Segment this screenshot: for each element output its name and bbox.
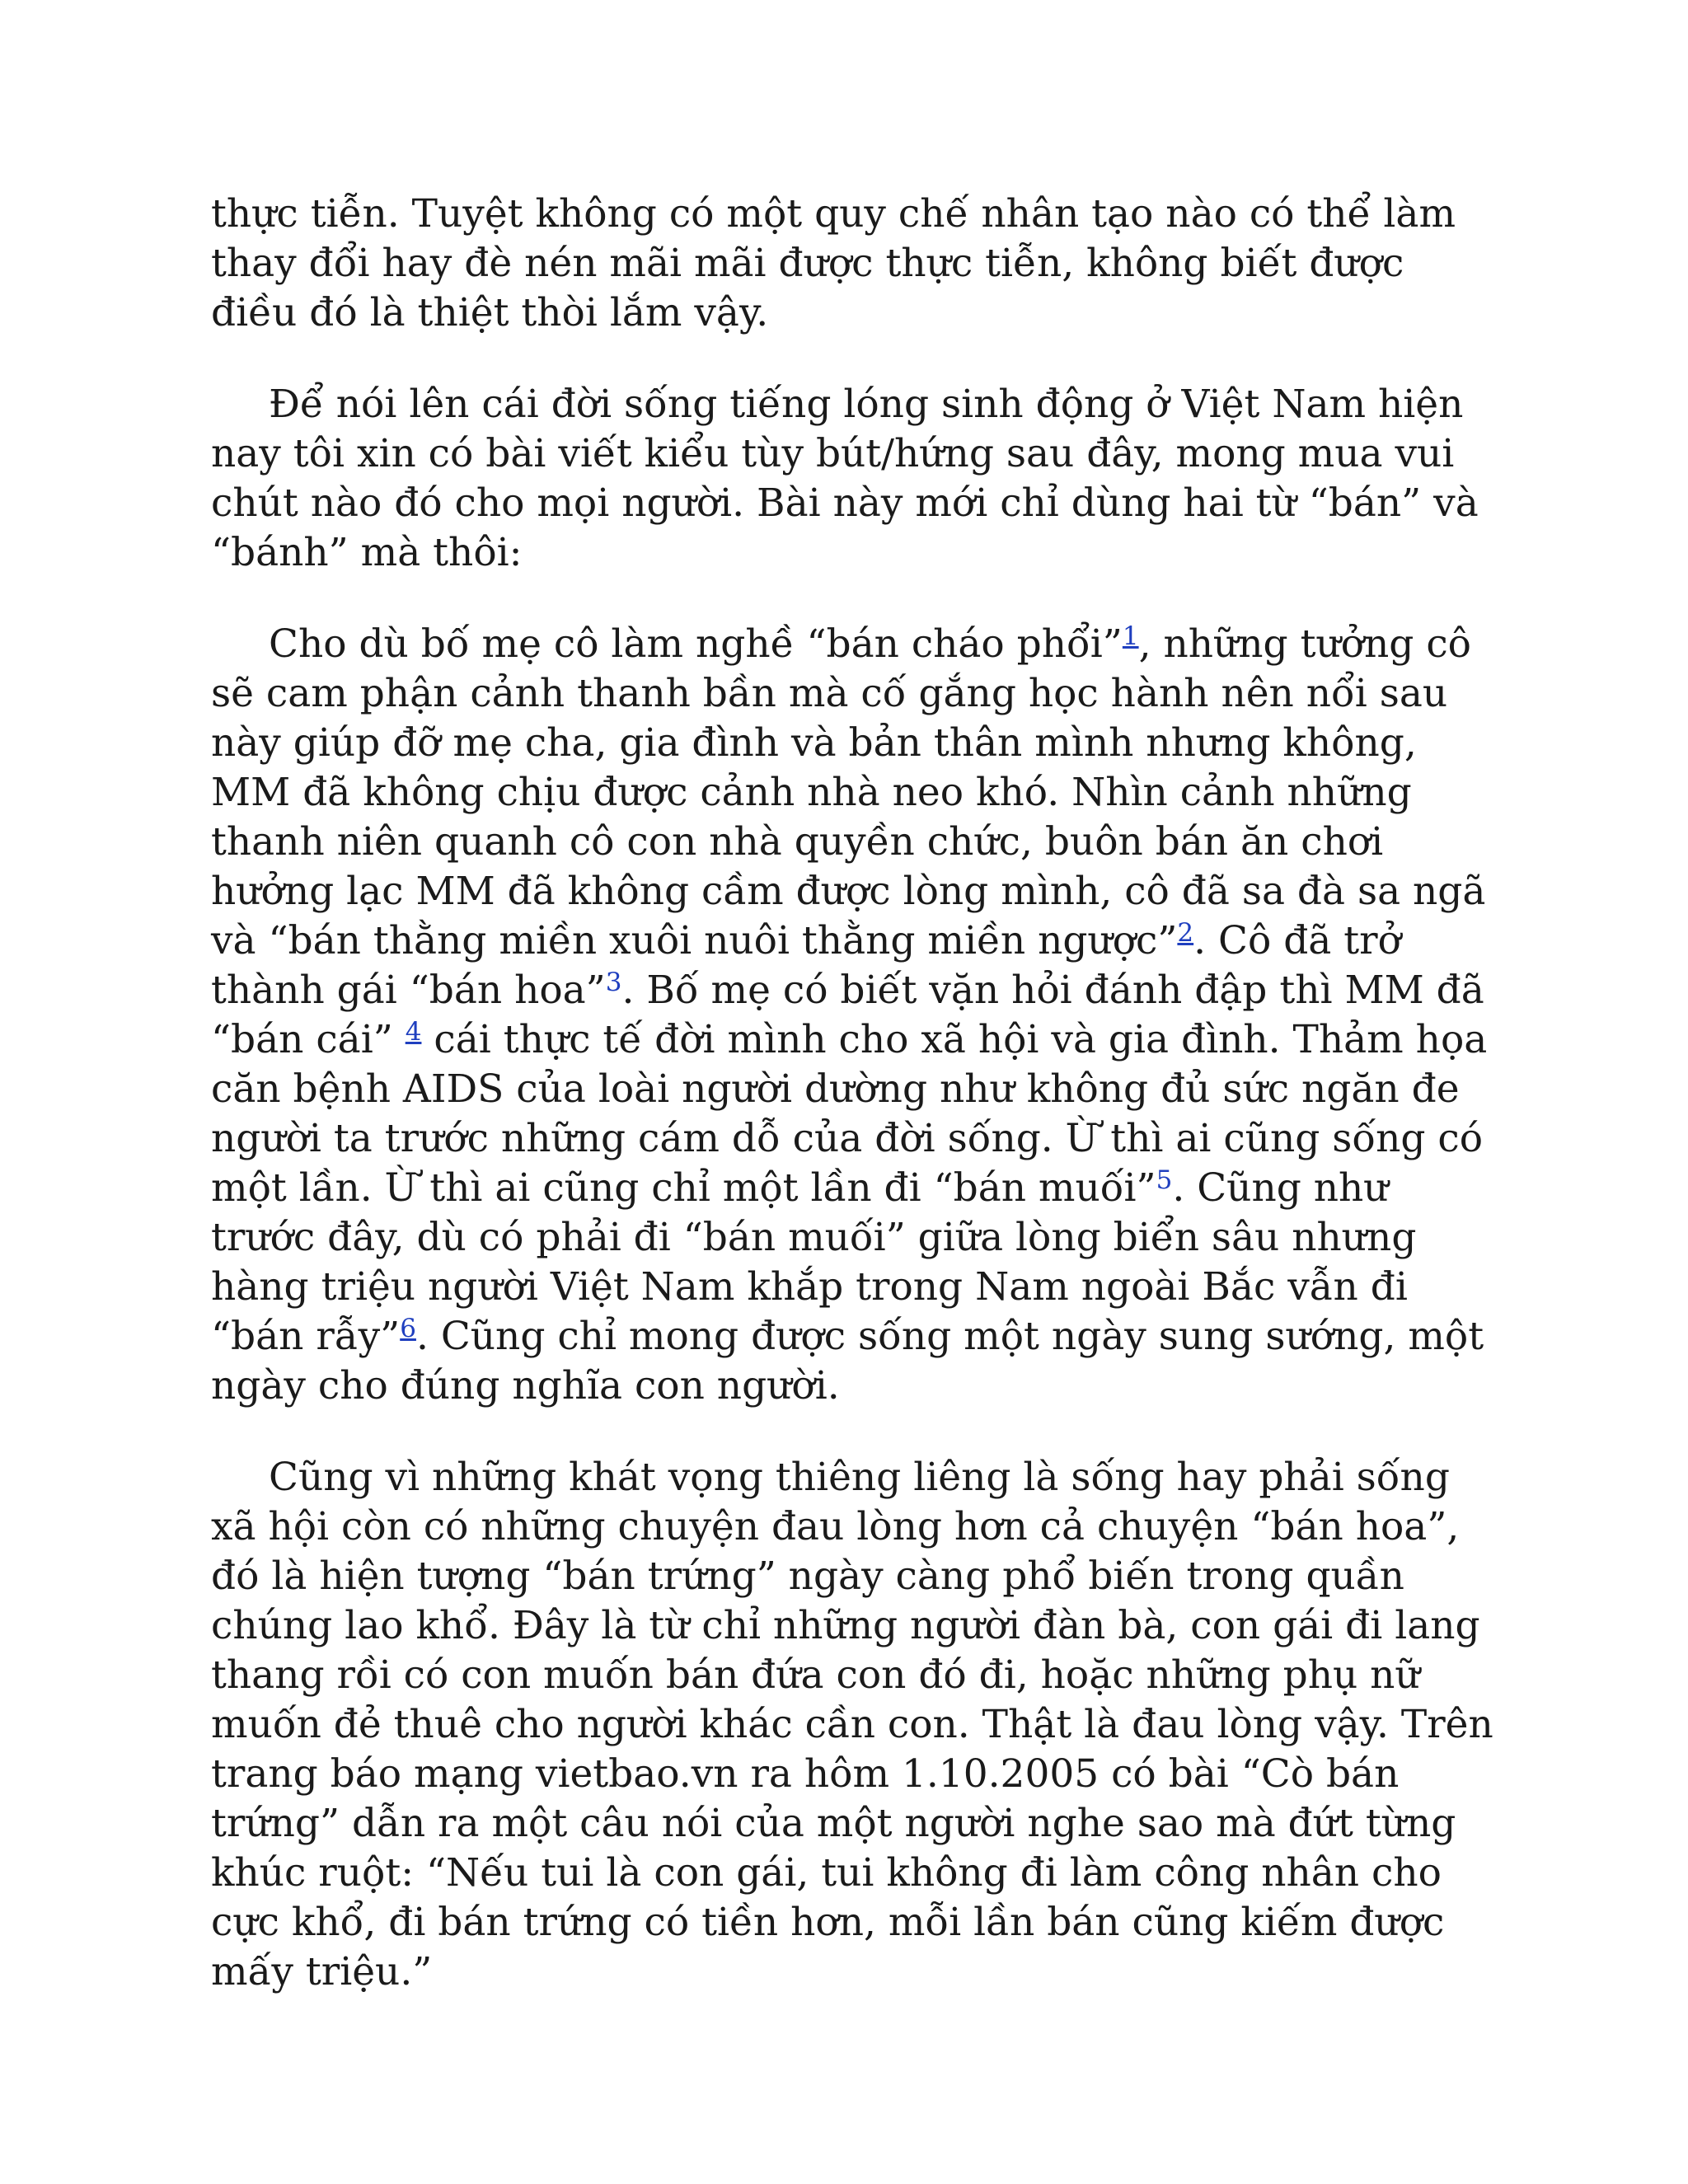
- paragraph-3-text-6: . Cũng như trước đây, dù có phải đi “bán muối” giữa lòng biển sâu nhưng hàng triệu người Việt Nam khắp trong Nam ngoài Bắc vẫn đi “bán rẫy”: [211, 1165, 1417, 1359]
- paragraph-1: [211, 190, 1497, 338]
- paragraph-3-text-1: Cho dù bố mẹ cô làm nghề “bán cháo phổi”: [269, 621, 1123, 667]
- footnote-link-3[interactable]: 3: [605, 968, 622, 997]
- paragraph-3-text-3: . Cô đã trở thành gái “bán hoa”: [211, 918, 1401, 1013]
- paragraph-3-text-4: . Bố mẹ có biết vặn hỏi đánh đập thì MM đã “bán cái”: [211, 968, 1484, 1062]
- footnote-link-1[interactable]: 1: [1122, 621, 1139, 651]
- paragraph-3-text-5: cái thực tế đời mình cho xã hội và gia đình. Thảm họa căn bệnh AIDS của loài người dường như không đủ sức ngăn đe người ta trước những cám dỗ của đời sống. Ừ thì ai cũng sống có một lần. Ừ thì ai cũng chỉ một lần đi “bán muối”: [211, 1017, 1488, 1211]
- paragraph-1-text: thực tiễn. Tuyệt không có một quy chế nhân tạo nào có thể làm thay đổi hay đè nén mãi mãi được thực tiễn, không biết được điều đó là thiệt thòi lắm vậy.: [211, 191, 1456, 335]
- paragraph-4: [211, 1453, 1497, 1997]
- paragraph-3-text-7: . Cũng chỉ mong được sống một ngày sung sướng, một ngày cho đúng nghĩa con người.: [211, 1314, 1484, 1408]
- paragraph-3-text-2: , những tưởng cô sẽ cam phận cảnh thanh bần mà cố gắng học hành nên nổi sau này giúp đỡ mẹ cha, gia đình và bản thân mình nhưng không, MM đã không chịu được cảnh nhà neo khó. Nhìn cảnh những thanh niên quanh cô con nhà quyền chức, buôn bán ăn chơi hưởng lạc MM đã không cầm được lòng mình, cô đã sa đà sa ngã và “bán thằng miền xuôi nuôi thằng miền ngược”: [211, 621, 1486, 963]
- document-page: [211, 190, 1497, 2039]
- footnote-link-5[interactable]: 5: [1156, 1165, 1173, 1195]
- footnote-link-2[interactable]: 2: [1177, 918, 1194, 948]
- paragraph-4-text: Cũng vì những khát vọng thiêng liêng là sống hay phải sống xã hội còn có những chuyện đau lòng hơn cả chuyện “bán hoa”, đó là hiện tượng “bán trứng” ngày càng phổ biến trong quần chúng lao khổ. Đây là từ chỉ những người đàn bà, con gái đi lang thang rồi có con muốn bán đứa con đó đi, hoặc những phụ nữ muốn đẻ thuê cho người khác cần con. Thật là đau lòng vậy. Trên trang báo mạng vietbao.vn ra hôm 1.10.2005 có bài “Cò bán trứng” dẫn ra một câu nói của một người nghe sao mà đứt từng khúc ruột: “Nếu tui là con gái, tui không đi làm công nhân cho cực khổ, đi bán trứng có tiền hơn, mỗi lần bán cũng kiếm được mấy triệu.”: [211, 1455, 1493, 1994]
- paragraph-2-text: Để nói lên cái đời sống tiếng lóng sinh động ở Việt Nam hiện nay tôi xin có bài viết kiểu tùy bút/hứng sau đây, mong mua vui chút nào đó cho mọi người. Bài này mới chỉ dùng hai từ “bán” và “bánh” mà thôi:: [211, 382, 1479, 575]
- footnote-link-6[interactable]: 6: [400, 1314, 416, 1343]
- footnote-link-4[interactable]: 4: [405, 1017, 422, 1047]
- paragraph-3: [211, 620, 1497, 1411]
- paragraph-2: [211, 380, 1497, 578]
